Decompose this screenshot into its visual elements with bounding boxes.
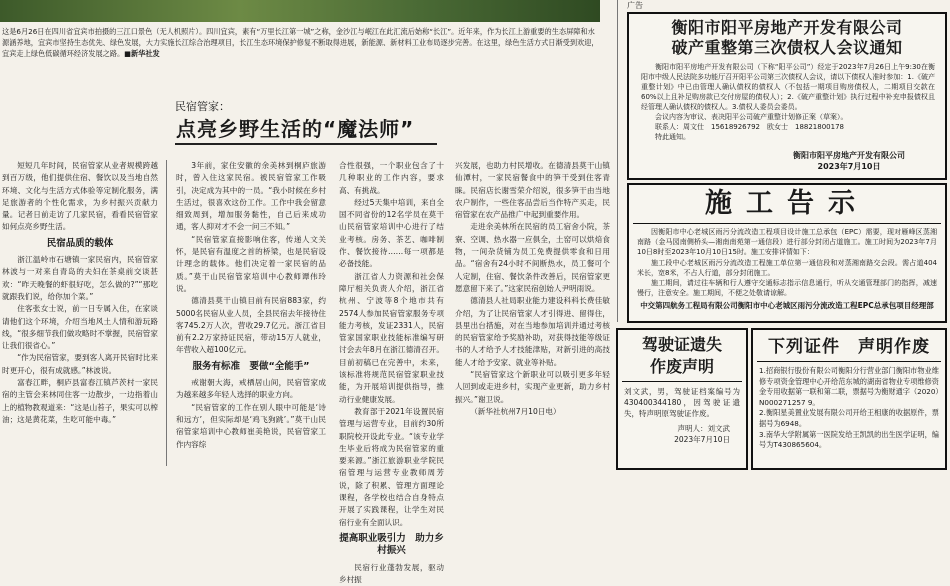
paragraph: 浙江省人力资源和社会保障厅相关负责人介绍，浙江省杭州、宁波等8个地市共有2574人参加民宿管家服务专项能力考核，发证2331人，民宿管家国家职业技能标准编写研讨会去年8月在浙江德清召开。目前初稿已在完善中，未来，该标准将规范民宿管家职业技能，为开展培训提供指导，推动行业健康发展。: [339, 271, 444, 406]
notice-title: [622, 334, 742, 382]
paragraph: 3年前，家住安徽的余美林到桐庐旅游时，曾入住这家民宿。被民宿管家工作吸引，决定成为其中的一员。“我小时候在乡村生活过，很喜欢这份工作。工作中我会留意细致周到，增加服务黏性，自己后来成功通，客人抑对才不会一问三不知。”: [176, 160, 326, 234]
paragraph: 经过5天集中培训，来自全国不同省份的12名学员在莫干山民宿管家培训中心进行了结业考核。房务、茶艺、咖啡制作、餐饮接待……每一项都是必备技能。: [339, 197, 444, 271]
column-divider: [166, 160, 167, 466]
notice-signature: 中交第四航务工程局有限公司衡阳市中心老城区雨污分流改造工程EPC总承包项目经理部: [629, 301, 945, 311]
construction-notice: [627, 183, 947, 323]
void-documents-notice: [751, 328, 947, 470]
article-subheading: 服务有标准 要做“全能手”: [176, 361, 326, 373]
river-photo: [0, 0, 600, 22]
notice-title: 施工告示: [633, 185, 941, 224]
article-column-4: [455, 160, 610, 418]
notice-body: [629, 224, 945, 301]
paragraph: 德清县莫干山镇目前有民宿883家，约5000名民宿从业人员，全县民宿去年接待住客745.2万人次，营收29.7亿元。浙江省目前有2.2万家持证民宿，带动15万人就业，年营收入超100亿元。: [176, 295, 326, 356]
article-subheading: 提高职业吸引力 助力乡村振兴: [339, 533, 444, 558]
article-headline: 点亮乡野生活的“魔法师”: [176, 113, 414, 142]
notice-body: 刘文武，男，驾驶证档案编号为430400344180，因驾驶证遗失，特声明原驾驶证作废。: [618, 382, 746, 423]
paragraph: 浙江温岭市石塘镇一家民宿内，民宿管家林波与一对来自青岛的夫妇在茶桌前交谈甚欢：“昨天晚餐的虾很好吃，怎么做的?”“那吃就跟我们说，给你加个菜。”: [2, 254, 158, 303]
paragraph: 住客张女士说，前一日专属入住，在家谈请他们这个环境，介绍当地风土人情和游玩路线，“很多细节我们做攻略时不掌握，民宿管家让我们很省心。”: [2, 303, 158, 352]
headline-divider: [175, 143, 437, 145]
notice-signer: 声明人：刘文武: [618, 423, 746, 434]
notice-item: 2.衡阳星美置业发展有限公司开给王相康的收据原件，票据号为6948。: [759, 408, 939, 429]
notice-title: [629, 18, 945, 58]
paragraph: 兴发展，也助力村民增收。在德清县莫干山镇仙潭村，一家民宿餐食中的笋干受到住客青睐。民宿店长谢雪荣介绍说，很多笋干由当地农户制作，一些住客品尝后当作特产买走，民宿管家在农产品推广中起到重要作用。: [455, 160, 610, 221]
paragraph: 短短几年时间，民宿管家从业者规模跨越到百万级，他们提供住宿、餐饮以及当地自然环境、文化与生活方式体验等定制化服务，满足旅游者的个性化需求，为乡村振兴贡献力量。记者日前走访了几家民宿，看看民宿管家如何点亮乡野生活。: [2, 160, 158, 234]
signature-company: 衡阳市阳平房地产开发有限公司: [793, 150, 905, 161]
paragraph: 走进余美林所在民宿的员工宿舍小院，茶寮、空调、热水器一应俱全，土窑可以烘焙食物，一间杂货铺为员工免费提供零食和日用品。“宿舍有24小时不间断热水，员工餐可个人定制，住宿、餐饮条件改善后，民宿管家更愿意留下来了。”这家民宿创始人尹明雨说。: [455, 221, 610, 295]
notice-paragraph: 施工期间，请过往车辆和行人遵守交通标志指示信息通行，听从交通管理部门的指挥，减速慢行，注意安全。施工期间，不便之处敬请谅解。: [637, 278, 937, 298]
paragraph: “作为民宿管家，要到客人离开民宿时比来时更开心，很有成就感。”林波说。: [2, 352, 158, 377]
paragraph: 富春江畔，桐庐县富春江镇芦茨村一家民宿的主管会来林同住客一边散步，一边指着山上的植物教观道来：“这是山苔子，果实可以榨油；这是黄花菜，生吃可能中毒。”: [2, 377, 158, 426]
notice-contacts: 联系人：周文仕 15618926792 欧女士 18821800178: [641, 122, 935, 132]
notice-item: 3.南华大学附属第一医院发给王凯凯的出生医学证明，编号为T430865604。: [759, 430, 939, 451]
notice-title: 下列证件 声明作废: [757, 335, 941, 362]
notice-paragraph: 因衡阳市中心老城区雨污分流改造工程项目设计施工总承包（EPC）需要，现对雁峰区蒸湘南路（金马园南侧桥头—湘南南苑第一通信段）进行部分封闭占道施工。施工时间为2023年7月10日8时至2023年10月10日15时。施工安排详情如下：: [637, 227, 937, 258]
paragraph: 教育部于2021年设置民宿管理与运营专业，目前约30所职院校开设此专业。“该专业学生毕业后将成为民宿管家的重要来源。”浙江旅游职业学院民宿管理与运营专业教师周芳说，除了积累、管理方面理论课程，各学校也结合自身特点开展了实践课程，让学生对民宿行业有全面认识。: [339, 406, 444, 529]
notice-paragraph: 特此通知。: [641, 132, 935, 142]
notice-item: 1.招商银行股份有限公司衡阳分行营业部门衡阳市物业维修专项资金管理中心开给范东城的湖南省物业专项维修资金专用收据第一联和第二联，票据号为衡财通字（2020）N000271257 9。: [759, 366, 939, 408]
license-loss-notice: [616, 328, 748, 470]
article-subheading: 民宿品质的载体: [2, 238, 158, 250]
article-column-1: [2, 160, 158, 426]
photo-credit: ■新华社发: [124, 49, 160, 58]
paragraph: 合性很强，一个职业包含了十几种职业的工作内容，要求高、有挑战。: [339, 160, 444, 197]
notice-title-line: 作废声明: [622, 356, 742, 378]
paragraph: “民宿管家直接影响住客，传递人文关怀，是民宿有温度之首的桥梁，也是民宿设计理念的载体。他们决定着一家民宿的品质。”莫干山民宿管家培训中心教师谭伟玲说。: [176, 234, 326, 295]
notice-paragraph: 衡阳市阳平房地产开发有限公司（下称“阳平公司”）经定于2023年7月26日上午9:30在衡阳市中级人民法院多功能厅召开阳平公司第三次债权人会议，请以下债权人准时参加：1.《破产重整计划》中已由管理人确认债权的债权人（不包括一期项目购房债权人，二期项目交款在60%以上且补足购房款已交付房屋的债权人）；2.《破产重整计划》执行过程中补充申报债权且经管理人确认债权的债权人。3.债权人委员会委员。: [641, 62, 935, 112]
paragraph: “民宿管家的工作在别人眼中可能是‘诗和远方’，但实际却是‘鸡飞狗跳’。”莫干山民宿管家培训中心教师崔美艳说，民宿管家工作内容综: [176, 402, 326, 451]
notice-paragraph: 施工段中心老城区雨污分流改造工程施工单位第一通信段和对蒸湘南路交会段。需占道404米长，宽8米，不占人行道，部分封闭施工。: [637, 258, 937, 278]
notice-paragraph: 会议内容为审议、表决阳平公司破产重整计划修正案（草案）。: [641, 112, 935, 122]
notice-body: [629, 58, 945, 142]
notice-title-line: 驾驶证遗失: [622, 334, 742, 356]
paragraph: 德清县人社局职业能力建设科科长费佳敏介绍，为了让民宿管家人才引得进、留得住，县里出台措施，对在当地参加培训并通过考核的民宿管家给予奖励补助，对获得技能等级证书的人才给予人才技能津贴，对新引进的高技能人才给予安家、就业等补贴。: [455, 295, 610, 369]
creditor-meeting-notice: [627, 12, 947, 180]
notice-title-line: 衡阳市阳平房地产开发有限公司: [629, 18, 945, 38]
article-column-2: [176, 160, 326, 451]
paragraph: “民宿管家这个新职业可以吸引更多年轻人回到或走进乡村，实现产业更新，助力乡村振兴。”谢卫说。: [455, 369, 610, 406]
ad-section-label: 广告: [627, 0, 643, 11]
paragraph: 戒谢朝大海，戒栖居山间，民宿管家成为越来越多年轻人选择的职业方向。: [176, 377, 326, 402]
photo-caption-text: 这是6月26日在四川省宜宾市拍摄的三江口景色（无人机照片）。四川宜宾，素有“万里长江第一城”之称，金沙江与岷江在此汇流后始称“长江”。近年来，作为长江上游重要的生态屏障和水源涵养地，宜宾市坚持生态优先、绿色发展，大力实施长江综合治理项目，长江生态环境保护修复不断取得进展，新能源、新材料工业布局逐步完善。在这里，绿色生活方式日渐受到欢迎，宜宾走上绿色低碳循环经济发展之路。: [2, 27, 599, 58]
notice-body: [753, 362, 945, 455]
photo-caption: [2, 26, 602, 59]
paragraph: （新华社杭州7月10日电）: [455, 406, 610, 418]
article-kicker: 民宿管家：: [175, 98, 230, 114]
page-divider: [617, 0, 618, 322]
article-column-3: [339, 160, 444, 586]
paragraph: 民宿行业蓬勃发展，驱动乡村振: [339, 562, 444, 586]
notice-signature: [793, 150, 905, 172]
notice-date: 2023年7月10日: [618, 434, 746, 445]
signature-date: 2023年7月10日: [793, 161, 905, 172]
notice-title-line: 破产重整第三次债权人会议通知: [629, 38, 945, 58]
